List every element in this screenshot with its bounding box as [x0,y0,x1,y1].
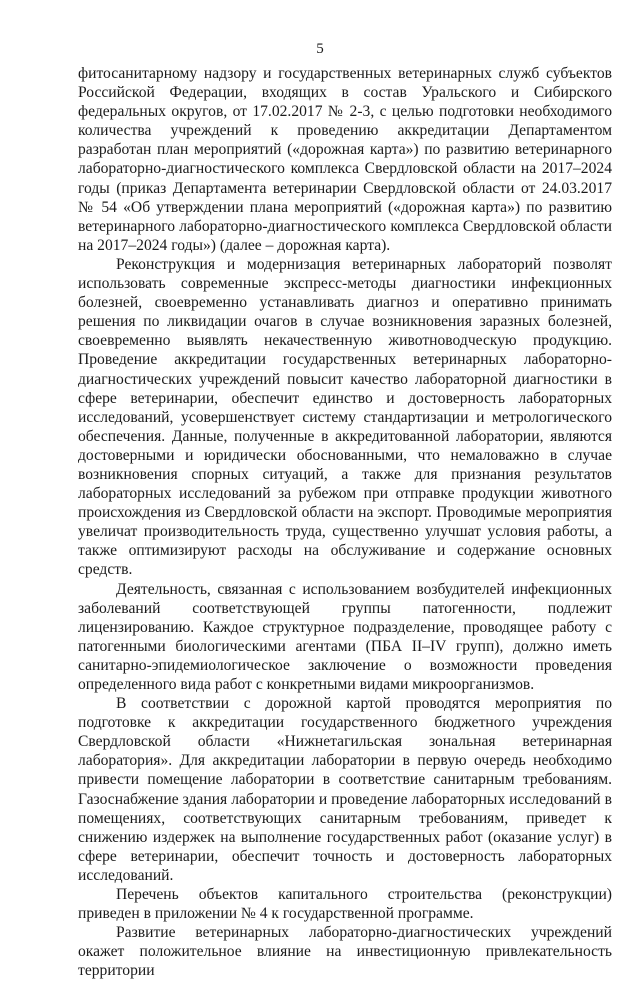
document-body [78,64,612,981]
paragraph-licensing: Деятельность, связанная с использованием возбудителей инфекционных заболеваний соответствующей группы патогенности, подлежит лицензированию. Каждое структурное подразделение, проводящее работу с патогенными биологическими агентами (ПБА II–IV групп), должно иметь санитарно-эпидемиологическое заключение о возможности проведения определенного вида работ с конкретными видами микроорганизмов. [78,580,612,693]
paragraph-development-impact: Развитие ветеринарных лабораторно-диагностических учреждений окажет положительное влияние на инвестиционную привлекательность территории [78,924,612,980]
paragraph-continuation: фитосанитарному надзору и государственных ветеринарных служб субъектов Российской Федерации, входящих в состав Уральского и Сибирского федеральных округов, от 17.02.2017 № 2-3, с целью подготовки необходимого количества учреждений к проведению аккредитации Департаментом разработан план мероприятий («дорожная карта») по развитию ветеринарного лабораторно-диагностического комплекса Свердловской области на 2017–2024 годы (приказ Департамента ветеринарии Свердловской области от 24.03.2017 № 54 «Об утверждении плана мероприятий («дорожная карта») по развитию ветеринарного лабораторно-диагностического комплекса Свердловской области на 2017–2024 годы») (далее – дорожная карта). [78,65,612,254]
paragraph-lab-reconstruction: Реконструкция и модернизация ветеринарных лабораторий позволят использовать современные экспресс-методы диагностики инфекционных болезней, своевременно устанавливать диагноз и оперативно принимать решения по ликвидации очагов в случае возникновения заразных болезней, своевременно выявлять некачественную животноводческую продукцию. Проведение аккредитации государственных ветеринарных лабораторно-диагностических учреждений повысит качество лабораторной диагностики в сфере ветеринарии, обеспечит единство и достоверность лабораторных исследований, усовершенствует систему стандартизации и метрологического обеспечения. Данные, полученные в аккредитованной лаборатории, являются достоверными и юридически обоснованными, что немаловажно в случае возникновения спорных ситуаций, а также для признания результатов лабораторных исследований за рубежом при отправке продукции животного происхождения из Свердловской области на экспорт. Проводимые мероприятия увеличат производительность труда, существенно улучшат условия работы, а также оптимизируют расходы на обслуживание и содержание основных средств. [78,255,612,579]
page-number: 5 [316,41,324,57]
paragraph-capital-objects: Перечень объектов капитального строительства (реконструкции) приведен в приложении № 4 к государственной программе. [78,886,612,923]
paragraph-roadmap-accreditation: В соответствии с дорожной картой проводятся мероприятия по подготовке к аккредитации государственного бюджетного учреждения Свердловской области «Нижнетагильская зональная ветеринарная лаборатория». Для аккредитации лаборатории в первую очередь необходимо привести помещение лаборатории в соответствие санитарным требованиям. Газоснабжение здания лаборатории и проведение лабораторных исследований в помещениях, соответствующих санитарным требованиям, приведет к снижению издержек на выполнение государственных работ (оказание услуг) в сфере ветеринарии, обеспечит точность и достоверность лабораторных исследований. [78,695,612,884]
